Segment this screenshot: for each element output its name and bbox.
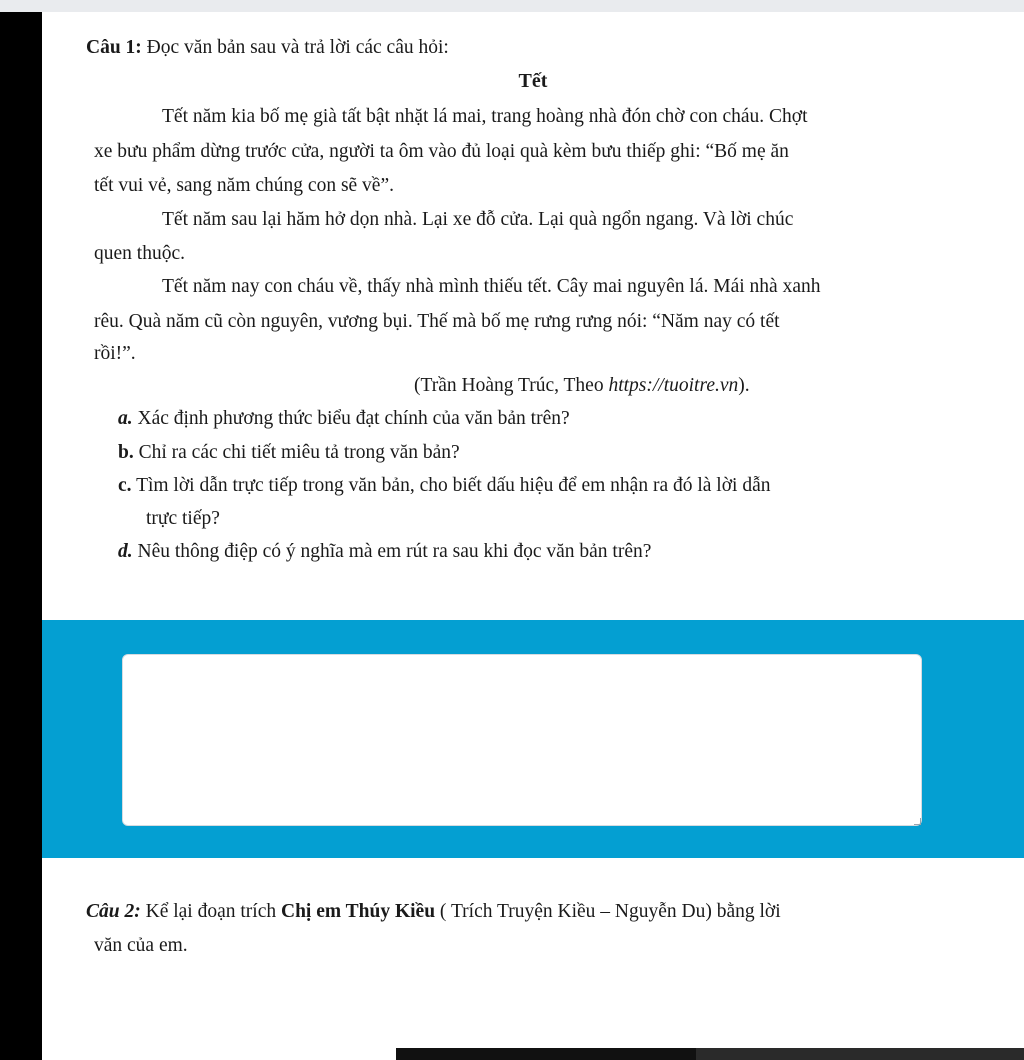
document-page-1 xyxy=(42,12,1024,620)
bottom-nav-bar-right xyxy=(696,1048,1024,1060)
question2-bold-title: Chị em Thúy Kiều xyxy=(280,901,436,922)
paragraph3-line1: Tết năm nay con cháu về, thấy nhà mình thiếu tết. Cây mai nguyên lá. Mái nhà xanh xyxy=(162,276,821,297)
item-marker: d. xyxy=(118,541,133,562)
question2-text-before: Kể lại đoạn trích xyxy=(140,901,281,922)
source-prefix: (Trần Hoàng Trúc, Theo xyxy=(414,375,609,396)
source-url: https://tuoitre.vn xyxy=(608,375,739,396)
bottom-nav-bar xyxy=(396,1048,696,1060)
question2-label: Câu 2: xyxy=(86,901,141,922)
item-text: Tìm lời dẫn trực tiếp trong văn bản, cho biết dấu hiệu để em nhận ra đó là lời dẫn xyxy=(136,475,771,496)
item-text: Xác định phương thức biểu đạt chính của văn bản trên? xyxy=(137,408,570,429)
question2-line2: văn của em. xyxy=(94,935,188,956)
top-strip xyxy=(0,0,1024,12)
paragraph3-line2: rêu. Quà năm cũ còn nguyên, vương bụi. Thế mà bố mẹ rưng rưng nói: “Năm nay có tết xyxy=(94,311,780,332)
item-marker: c. xyxy=(118,475,132,496)
item-text: Chỉ ra các chi tiết miêu tả trong văn bản? xyxy=(138,442,460,463)
paragraph2-line1: Tết năm sau lại hăm hở dọn nhà. Lại xe đỗ cửa. Lại quà ngổn ngang. Và lời chúc xyxy=(162,209,794,230)
resize-grip-icon[interactable] xyxy=(914,818,921,825)
question2-line1 xyxy=(86,900,781,924)
question2-text-after: ( Trích Truyện Kiều – Nguyễn Du) bằng lời xyxy=(435,901,781,922)
item-marker: a. xyxy=(118,408,133,429)
document-page-2 xyxy=(42,858,1024,1060)
question1-label: Câu 1: xyxy=(86,37,142,58)
source-suffix: ). xyxy=(738,375,750,396)
item-marker: b. xyxy=(118,442,134,463)
question-item-b xyxy=(118,441,460,465)
answer-band xyxy=(42,620,1024,858)
question-item-a xyxy=(118,407,570,431)
answer-textarea[interactable] xyxy=(122,654,922,826)
source-citation xyxy=(414,374,750,398)
question-item-c xyxy=(118,474,771,498)
paragraph3-line3: rồi!”. xyxy=(94,343,136,364)
paragraph1-line3: tết vui vẻ, sang năm chúng con sẽ về”. xyxy=(94,175,394,196)
item-text: Nêu thông điệp có ý nghĩa mà em rút ra sau khi đọc văn bản trên? xyxy=(137,541,652,562)
question-item-d xyxy=(118,540,651,564)
question1-header xyxy=(86,36,449,60)
paragraph1-line1: Tết năm kia bố mẹ già tất bật nhặt lá mai, trang hoàng nhà đón chờ con cháu. Chợt xyxy=(162,106,808,127)
question-item-c-line2: trực tiếp? xyxy=(146,508,220,529)
poem-title: Tết xyxy=(518,70,548,92)
paragraph1-line2: xe bưu phẩm dừng trước cửa, người ta ôm vào đủ loại quà kèm bưu thiếp ghi: “Bố mẹ ăn xyxy=(94,141,789,162)
question1-instruction: Đọc văn bản sau và trả lời các câu hỏi: xyxy=(146,37,449,58)
paragraph2-line2: quen thuộc. xyxy=(94,243,185,264)
